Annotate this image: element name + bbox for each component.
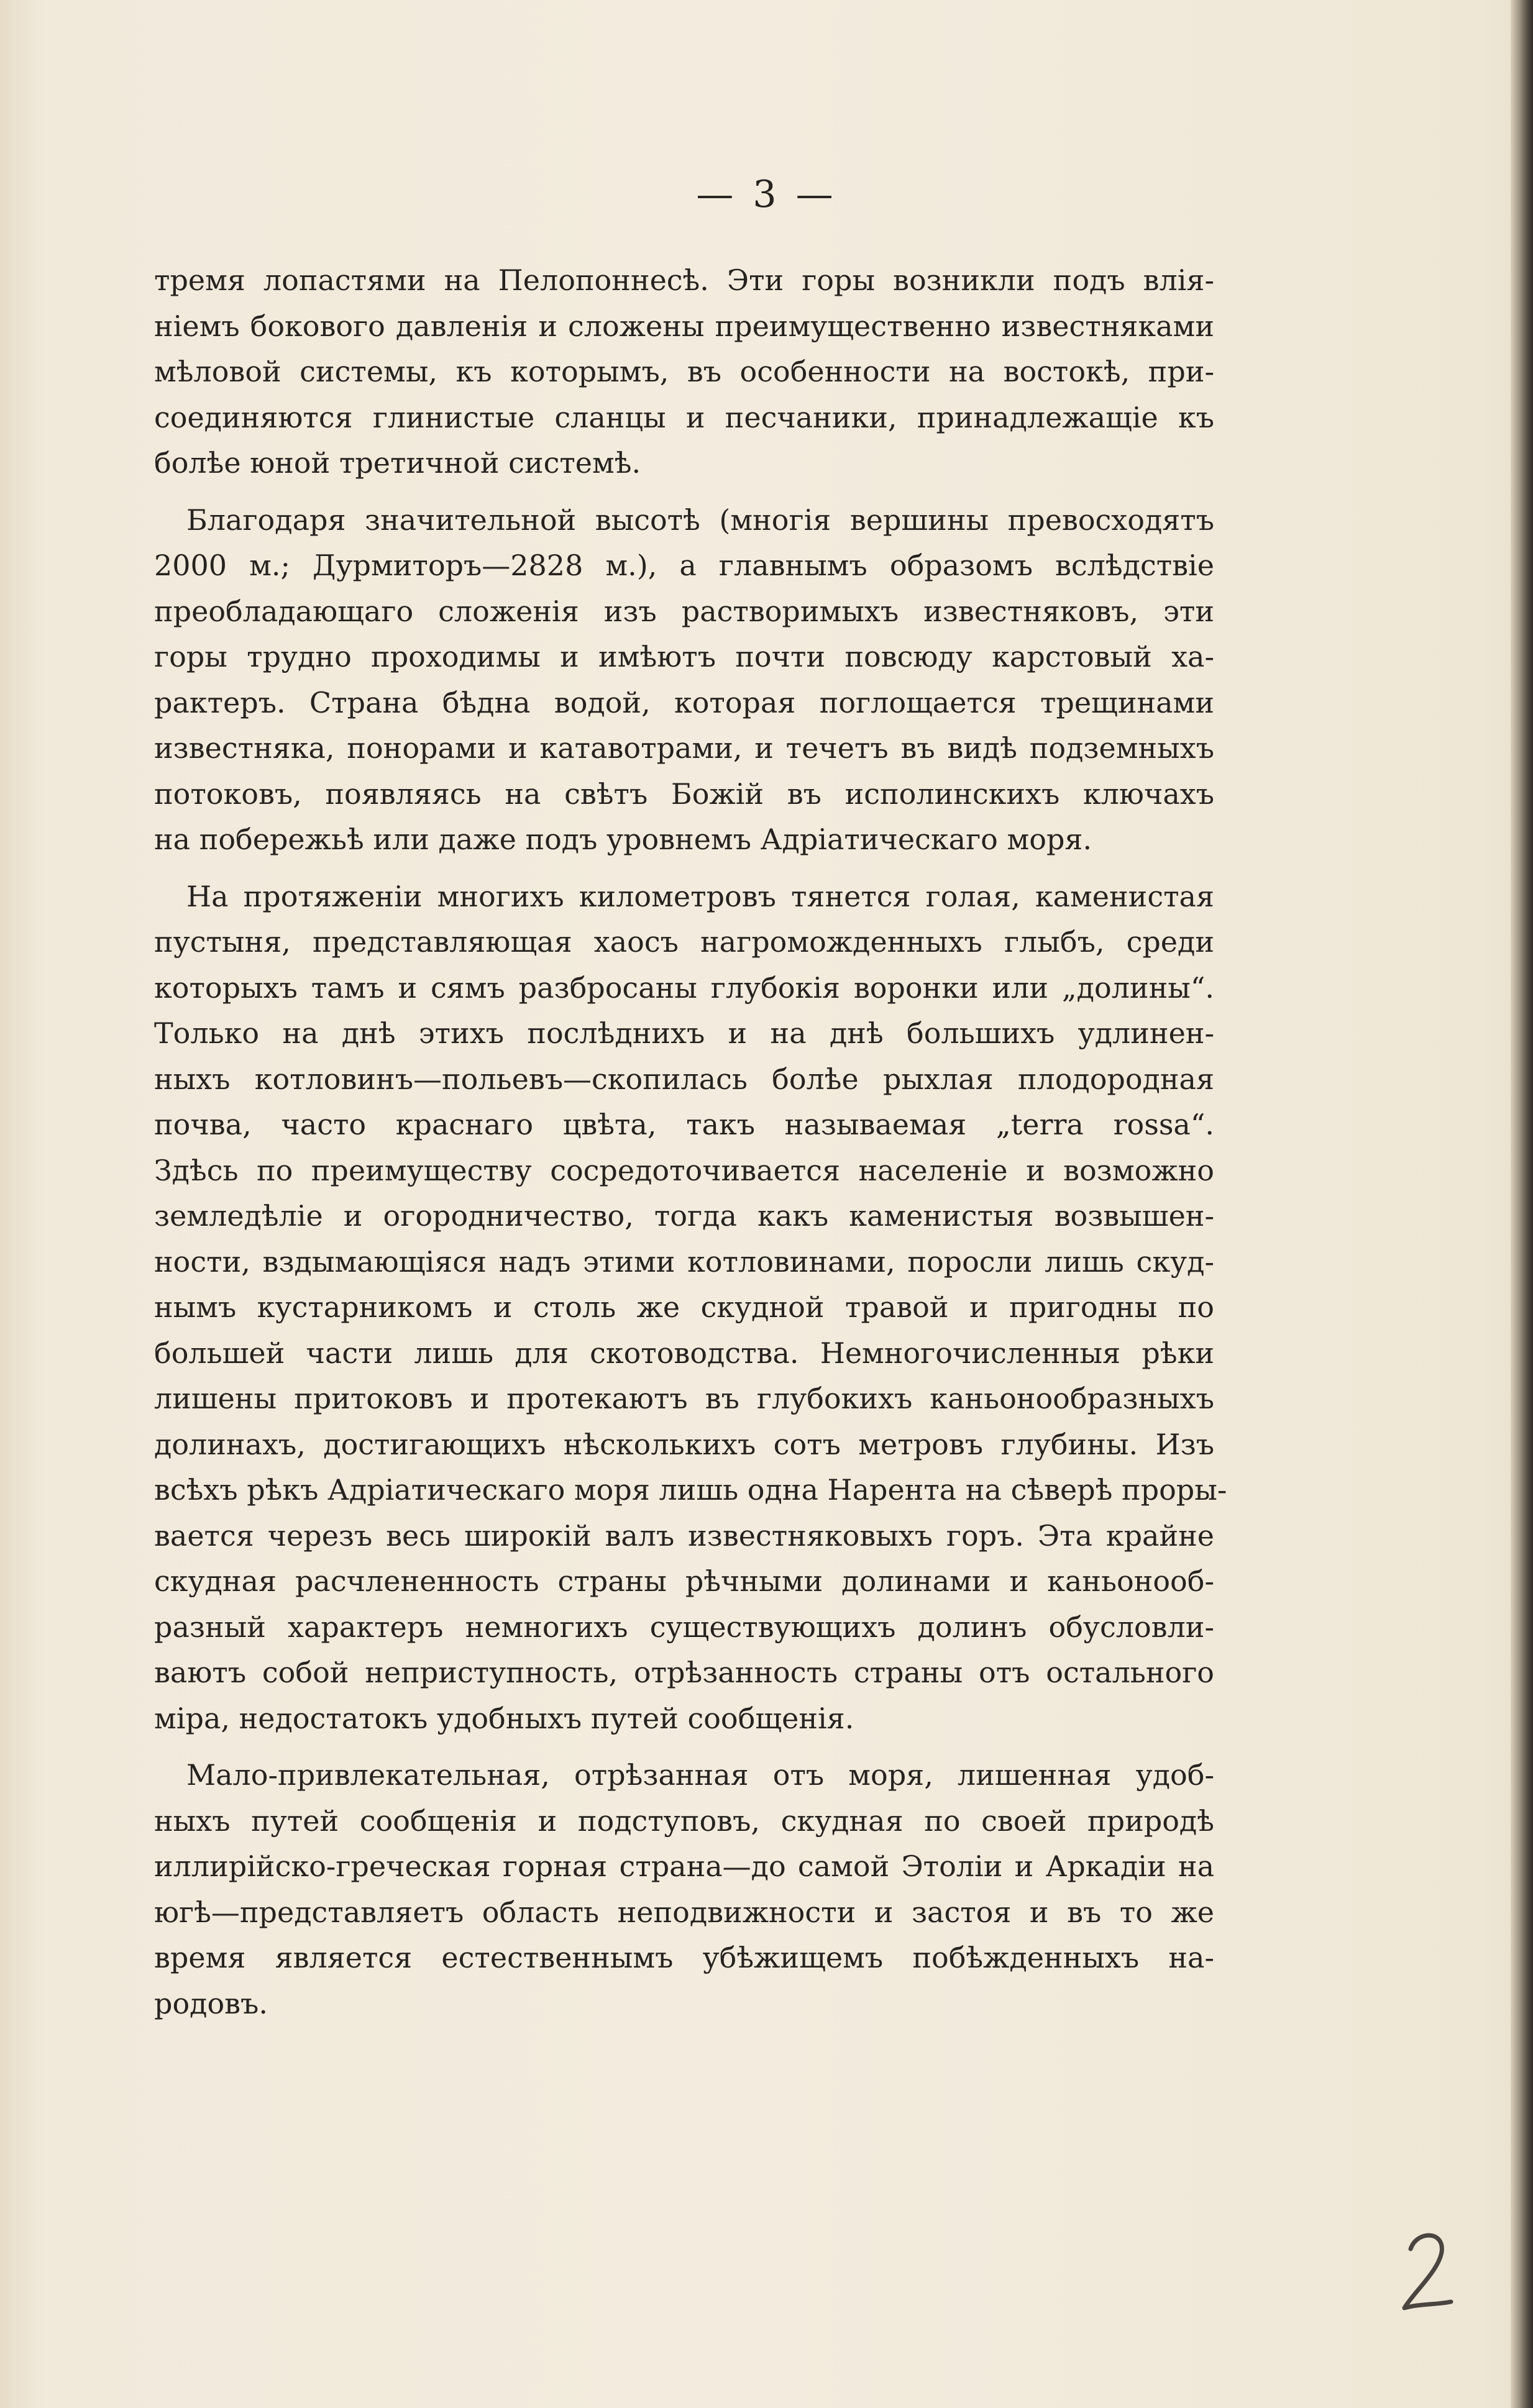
text-line: болѣе юной третичной системѣ. xyxy=(154,446,641,480)
text-line: разный характеръ немногихъ существующихъ долинъ обусловли- xyxy=(154,1610,1214,1644)
paragraph xyxy=(154,1753,1214,2027)
text-line: почва, часто краснаго цвѣта, такъ называемая „terra rossa“. xyxy=(154,1108,1214,1141)
text-line: известняка, понорами и катавотрами, и течетъ въ видѣ подземныхъ xyxy=(154,731,1214,765)
page-binding-edge xyxy=(1511,0,1533,2408)
text-line: Здѣсь по преимуществу сосредоточивается населеніе и возможно xyxy=(154,1153,1214,1187)
text-line: скудная расчлененность страны рѣчными долинами и каньонооб- xyxy=(154,1564,1214,1598)
text-line: долинахъ, достигающихъ нѣсколькихъ сотъ метровъ глубины. Изъ xyxy=(154,1427,1214,1461)
text-line: югѣ—представляетъ область неподвижности и застоя и въ то же xyxy=(154,1895,1214,1929)
text-line: всѣхъ рѣкъ Адріатическаго моря лишь одна Нарента на сѣверѣ проры- xyxy=(154,1473,1227,1507)
text-line: Мало-привлекательная, отрѣзанная отъ моря, лишенная удоб- xyxy=(186,1758,1214,1792)
text-line: На протяженіи многихъ километровъ тянется голая, каменистая xyxy=(186,879,1214,913)
text-line: лишены притоковъ и протекаютъ въ глубокихъ каньонообразныхъ xyxy=(154,1382,1214,1415)
text-line: рактеръ. Страна бѣдна водой, которая поглощается трещинами xyxy=(154,685,1214,719)
text-line: Благодаря значительной высотѣ (многія вершины превосходятъ xyxy=(186,503,1214,537)
text-line: иллирійско-греческая горная страна—до самой Этоліи и Аркадіи на xyxy=(154,1849,1214,1883)
text-line: которыхъ тамъ и сямъ разбросаны глубокія воронки или „долины“. xyxy=(154,970,1214,1005)
text-line: мѣловой системы, къ которымъ, въ особенности на востокѣ, при- xyxy=(154,355,1214,388)
text-line: соединяются глинистые сланцы и песчаники, принадлежащіе къ xyxy=(154,400,1214,434)
text-line: преобладающаго сложенія изъ растворимыхъ известняковъ, эти xyxy=(154,594,1214,628)
text-line: земледѣліе и огородничество, тогда какъ каменистыя возвышен- xyxy=(154,1199,1214,1233)
text-line: горы трудно проходимы и имѣютъ почти повсюду карстовый ха- xyxy=(154,640,1214,673)
text-line: большей части лишь для скотоводства. Немногочисленныя рѣки xyxy=(154,1336,1214,1370)
text-line: родовъ. xyxy=(154,1986,268,2020)
text-line: ваютъ собой неприступность, отрѣзанность страны отъ остального xyxy=(154,1656,1214,1689)
text-line: Только на днѣ этихъ послѣднихъ и на днѣ большихъ удлинен- xyxy=(154,1016,1214,1050)
text-line: на побережьѣ или даже подъ уровнемъ Адріатическаго моря. xyxy=(154,823,1092,856)
text-line: ніемъ бокового давленія и сложены преимущественно известняками xyxy=(154,309,1214,343)
paragraph xyxy=(154,874,1227,1742)
text-line: тремя лопастями на Пелопоннесѣ. Эти горы возникли подъ влія- xyxy=(154,263,1214,297)
body-text xyxy=(154,258,1227,2027)
text-line: пустыня, представляющая хаосъ нагроможденныхъ глыбъ, среди xyxy=(154,925,1214,959)
paragraph xyxy=(154,258,1214,486)
text-line: ныхъ котловинъ—польевъ—скопилась болѣе рыхлая плодородная xyxy=(154,1062,1214,1096)
text-line: 2000 м.; Дурмиторъ—2828 м.), а главнымъ образомъ вслѣдствіе xyxy=(154,549,1214,582)
text-line: нымъ кустарникомъ и столь же скудной травой и пригодны по xyxy=(154,1290,1214,1324)
text-line: время является естественнымъ убѣжищемъ побѣжденныхъ на- xyxy=(154,1941,1214,1974)
page-number: — 3 — xyxy=(696,173,837,216)
text-line: міра, недостатокъ удобныхъ путей сообщенія. xyxy=(154,1701,854,1735)
text-line: вается черезъ весь широкій валъ известняковыхъ горъ. Эта крайне xyxy=(154,1518,1214,1553)
handwritten-mark xyxy=(1398,2224,1454,2317)
text-line: ныхъ путей сообщенія и подступовъ, скудная по своей природѣ xyxy=(154,1804,1214,1838)
text-line: ности, вздымающіяся надъ этими котловинами, поросли лишь скуд- xyxy=(154,1244,1214,1279)
paragraph xyxy=(154,498,1214,863)
text-line: потоковъ, появляясь на свѣтъ Божій въ исполинскихъ ключахъ xyxy=(154,777,1214,811)
